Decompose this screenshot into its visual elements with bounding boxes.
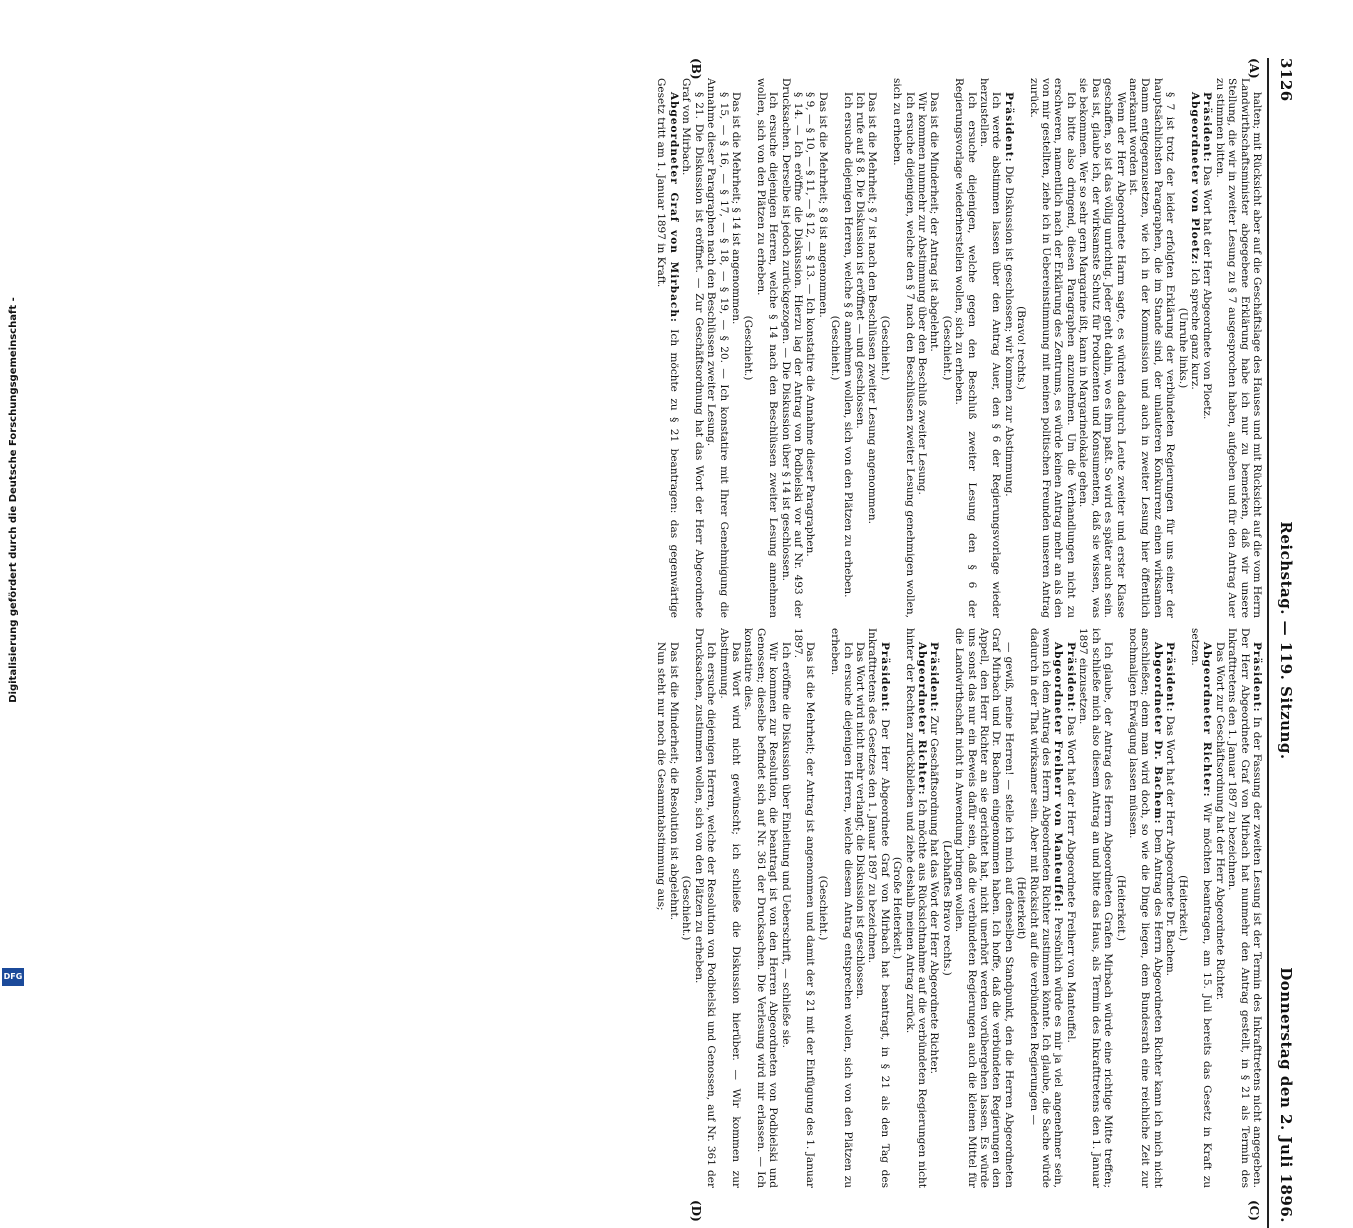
text-paragraph: § 15, — § 16, — § 17, — § 18, — § 19, — § 20. — Ich konstatire mit Ihrer Genehmigung die Annahme dieser Paragraphen nach den Beschlüssen zweiter Lesung. xyxy=(705,78,730,618)
text-paragraph: Das Wort wird nicht mehr verlangt; die Diskussion ist geschlossen. xyxy=(854,642,866,1000)
speaker-name: Abgeordneter Richter: xyxy=(1201,642,1214,798)
stage-direction: (Unruhe links.) xyxy=(1176,307,1189,389)
text-paragraph: Ich ersuche diejenigen Herren, welche der Resolution von Podbielski und Genossen, auf Nr. 361 der Drucksachen, zustimmen wollen, sich von den Plätzen zu erheben. xyxy=(692,628,718,1188)
speech-paragraph: Abgeordneter Graf von Mirbach: Ich möchte zu § 21 beantragen: das gegenwärtige Gesetz tritt am 1. Januar 1897 in Kraft. xyxy=(655,78,680,618)
text-paragraph: Ich ersuche diejenigen, welche den § 7 nach den Beschlüssen zweiter Lesung genehmigen wollen, sich zu erheben. xyxy=(891,78,916,618)
stage-direction: (Geschieht.) xyxy=(680,875,693,941)
stage-direction: (Bravo! rechts.) xyxy=(1015,306,1028,390)
text-paragraph: Ich werde abstimmen lassen über den Antrag Auer, den § 6 der Regierungsvorlage wieder herzustellen. xyxy=(978,78,1003,618)
text-paragraph: Nun steht nur noch die Gesammtabstimmung aus; xyxy=(655,642,668,911)
stage-direction: (Heiterkeit) xyxy=(1015,876,1028,940)
speech-paragraph: Abgeordneter Richter: Wir möchten beantragen, am 15. Juli bereits das Gesetz in Kraft zu setzen. xyxy=(1188,628,1214,1188)
margin-letter-c: (C) xyxy=(1247,1200,1261,1221)
speaker-name: Abgeordneter Freiherr von Manteuffel: xyxy=(1052,642,1065,913)
speech-paragraph: Präsident: In der Fassung der zweiten Lesung ist der Termin des Inkrafttretens nicht angegeben. Der Herr Abgeordnete Graf von Mirbach hat nunmehr den Antrag gestellt, in § 21 als Termin des Inkrafttretens den 1. Januar 1897 zu bezeichnen. xyxy=(1226,628,1263,1188)
margin-letter-b: (B) xyxy=(689,58,703,80)
dfg-logo: DFG xyxy=(2,968,24,986)
text-paragraph: Das ist die Mehrheit; § 7 ist nach den Beschlüssen zweiter Lesung angenommen. xyxy=(866,92,879,524)
text-paragraph: § 9, — § 10, — § 11, — § 12, — § 13. — Ich konstatire die Annahme dieser Paragraphen. xyxy=(804,92,817,557)
speech-paragraph: Präsident: Das Wort hat der Herr Abgeordnete Dr. Bachem. xyxy=(1164,642,1177,976)
stage-direction: (Geschieht.) xyxy=(878,315,891,381)
stage-direction: (Lebhaftes Bravo rechts.) xyxy=(940,840,953,976)
text-paragraph: Das ist die Minderheit; der Antrag ist abgelehnt. xyxy=(928,92,941,352)
stage-direction: (Heiterkeit.) xyxy=(1114,875,1127,941)
text-paragraph: Wir kommen zur Resolution, die beantragt ist von den Herren Abgeordneten von Podbielski und Genossen; dieselbe befindet sich auf Nr. 361 der Drucksachen. Die Verlesung wird mir erlassen. — Ich konstatire dies. xyxy=(742,628,780,1188)
speaker-name: Präsident: xyxy=(1164,642,1177,713)
text-paragraph: Ich bitte also dringend, diesen Paragraphen anzunehmen. Um die Verhandlungen nicht zu erschweren, namentlich nach der Erklärung des Zentrums, es würde keinen Antrag mehr an als den von mir gestellten, ziehe ich in Uebereinstimmung mit meinen politischen Freunden unseren Antrag zurück. xyxy=(1027,78,1077,618)
text-paragraph: Ich eröffne die Diskussion über Einleitung und Ueberschrift, — schließe sie. xyxy=(779,642,792,1048)
text-paragraph: Wir kommen nunmehr zur Abstimmung über den Beschluß zweiter Lesung. xyxy=(916,92,929,495)
text-paragraph: Das ist die Minderheit; die Resolution ist abgelehnt. xyxy=(667,642,680,921)
stage-direction: (Geschieht.) xyxy=(940,315,953,381)
text-paragraph: § 21. Die Diskussion ist eröffnet. — Zur Geschäftsordnung hat das Wort der Herr Abgeordnete Graf von Mirbach. xyxy=(680,78,705,618)
text-paragraph: § 7 ist trotz der leider erfolgten Erklärung der verbündeten Regierungen für uns einer der hauptsächlichsten Paragraphen, die im Stande sind, der unlauteren Konkurrenz einen wirksamen Damm entgegenzusetzen, wie ich in der Kommission und auch in zweiter Lesung hier öffentlich anerkannt worden ist. xyxy=(1126,78,1177,618)
text-paragraph: Das ist die Mehrheit; der Antrag ist angenommen und damit der § 21 mit der Einfügung des 1. Januar 1897. xyxy=(791,628,817,1188)
text-paragraph: § 14. — Ich eröffne die Diskussion. Hierzu lag der Antrag von Podbielski vor auf Nr. 493 der Drucksachen. Derselbe ist jedoch zurückgezogen. — Die Diskussion über § 14 ist geschlossen. xyxy=(779,78,804,618)
speech-paragraph: Abgeordneter Dr. Bachem: Dem Antrag des Herrn Abgeordneten Richter kann ich mich nicht anschließen; denn man wird doch, so wie die Dinge liegen, dem Bundesrath eine reichliche Zeit zur nochmaligen Erwägung lassen müssen. xyxy=(1126,628,1164,1188)
page-number: 3126 xyxy=(1277,58,1295,102)
speech-paragraph: Abgeordneter Richter: Ich möchte aus Rücksichtnahme auf die verbündeten Regierungen nicht hinter der Rechten zurückbleiben und ziehe deshalb meinen Antrag zurück. xyxy=(903,628,929,1188)
stage-direction: (Große Heiterkeit.) xyxy=(891,856,904,960)
speaker-name: Präsident: xyxy=(928,642,941,713)
speaker-name: Präsident: xyxy=(878,642,891,713)
speech-paragraph: Abgeordneter von Ploetz: Ich spreche ganz kurz. xyxy=(1188,92,1201,390)
text-paragraph: Ich rufe auf § 8. Die Diskussion ist eröffnet — und geschlossen. xyxy=(854,92,866,429)
text-paragraph: Ich ersuche diejenigen Herren, welche diesem Antrag entsprechen wollen, sich von den Plätzen zu erheben. xyxy=(829,628,854,1188)
right-text-column xyxy=(263,628,1263,1188)
session-title: Reichstag. — 119. Sitzung. xyxy=(1277,521,1295,760)
margin-letter-d: (D) xyxy=(689,1200,703,1222)
text-paragraph: — gewiß, meine Herren! — stelle ich mich auf denselben Standpunkt, den die Herren Abgeordneten Graf Mirbach und Dr. Bachem eingenommen haben. Ich hoffe, daß die verbündeten Regierungen den Appell, den Herr Richter an sie gerichtet hat, nicht unerhört werden vorübergehen lassen. Es würde uns sonst das nur ein Beweis dafür sein, daß die verbündeten Regierungen auch die kleinen Mittel für die Landwirthschaft nicht in Anwendung bringen wollen. xyxy=(953,628,1015,1188)
text-paragraph: halten; mit Rücksicht aber auf die Geschäftslage des Hauses und mit Rücksicht auf die vom Herrn Landwirthschaftsminister abgegebene Erklärung habe ich nur zu bemerken, daß wir unsere Stellung, die wir in zweiter Lesung zu § 7 ausgesprochen haben, aufgeben und für den Antrag Auer zu stimmen bitten. xyxy=(1213,78,1263,618)
text-paragraph: Das ist die Mehrheit; § 14 ist angenommen. xyxy=(729,92,742,325)
left-text-column xyxy=(263,78,1263,618)
text-paragraph: Ich glaube, der Antrag des Herrn Abgeordneten Grafen Mirbach würde eine richtige Mitte treffen; ich schließe mich also diesem Antrag an und bitte das Haus, als Termin des Inkrafttretens den 1. Januar 1897 einzusetzen. xyxy=(1077,628,1115,1188)
text-paragraph: Wenn der Herr Abgeordnete Harm sagte, es würden dadurch Leute zweiter und erster Klasse geschaffen, so ist das völlig unrichtig. Jeder geht dahin, wo es ihm paßt. So wird es später auch sein. Das ist, glaube ich, der wirksamste Schutz für Produzenten und Konsumenten, daß sie wissen, was sie bekommen. Wer so sehr gern Margarine ißt, kann in Margarinelokale gehen. xyxy=(1077,78,1127,618)
text-paragraph: Ich ersuche diejenigen Herren, welche § 14 nach den Beschlüssen zweiter Lesung annehmen wollen, sich von den Plätzen zu erheben. xyxy=(754,78,780,618)
text-paragraph: Ich ersuche diejenigen Herren, welche § 8 annehmen wollen, sich von den Plätzen zu erheben. xyxy=(841,92,854,598)
speaker-name: Abgeordneter Graf von Mirbach: xyxy=(667,92,680,323)
text-paragraph: Das ist die Mehrheit; § 8 ist angenommen. xyxy=(816,92,829,318)
stage-direction: (Heiterkeit.) xyxy=(1176,875,1189,941)
session-date: Donnerstag den 2. Juli 1896. xyxy=(1277,967,1295,1223)
speaker-name: Präsident: xyxy=(1251,642,1263,713)
page-header xyxy=(1271,58,1295,1223)
stage-direction: (Geschieht.) xyxy=(742,315,755,381)
speech-paragraph: Präsident: Der Herr Abgeordnete Graf von Mirbach hat beantragt, in § 21 als den Tag des Inkrafttretens des Gesetzes den 1. Januar 1897 zu bezeichnen. xyxy=(866,628,891,1188)
digitization-credit: Digitalisierung gefördert durch die Deutsche Forschungsgemeinschaft - xyxy=(8,297,19,703)
text-paragraph: Das Wort wird nicht gewünscht; ich schließe die Diskussion hierüber. — Wir kommen zur Abstimmung. xyxy=(717,628,742,1188)
speaker-name: Abgeordneter Richter: xyxy=(916,642,929,796)
speech-paragraph: Präsident: Die Diskussion ist geschlossen; wir kommen zur Abstimmung. xyxy=(1002,92,1015,497)
speaker-name: Präsident: xyxy=(1064,642,1077,713)
speaker-name: Abgeordneter von Ploetz: xyxy=(1188,92,1201,266)
header-rule xyxy=(1267,58,1269,1228)
speaker-name: Präsident: xyxy=(1201,92,1214,163)
stage-direction: (Geschieht.) xyxy=(816,875,829,941)
speech-paragraph: Präsident: Das Wort hat der Herr Abgeordnete von Ploetz. xyxy=(1201,92,1214,420)
speaker-name: Präsident: xyxy=(1002,92,1015,163)
speech-paragraph: Präsident: Das Wort hat der Herr Abgeordnete Freiherr von Manteuffel. xyxy=(1064,642,1077,1043)
text-paragraph: Ich ersuche diejenigen, welche gegen den Beschluß zweiter Lesung den § 6 der Regierungsvorlage wiederherstellen wollen, sich zu erheben. xyxy=(953,78,978,618)
text-paragraph: Das Wort zur Geschäftsordnung hat der Herr Abgeordnete Richter. xyxy=(1213,642,1226,1001)
speech-paragraph: Präsident: Zur Geschäftsordnung hat das Wort der Herr Abgeordnete Richter. xyxy=(928,642,941,1074)
speaker-name: Abgeordneter Dr. Bachem: xyxy=(1151,642,1164,825)
margin-letter-a: (A) xyxy=(1247,58,1261,79)
speech-paragraph: Abgeordneter Freiherr von Manteuffel: Persönlich würde es mir ja viel angenehmer sein, wenn ich dem Antrag des Herrn Abgeordneten Richter zustimmen könnte. Ich glaube, die Sache würde dadurch in der That wirksamer sein. Aber mit Rücksicht auf die verbündeten Regierungen — xyxy=(1027,628,1065,1188)
stage-direction: (Geschieht.) xyxy=(829,315,842,381)
